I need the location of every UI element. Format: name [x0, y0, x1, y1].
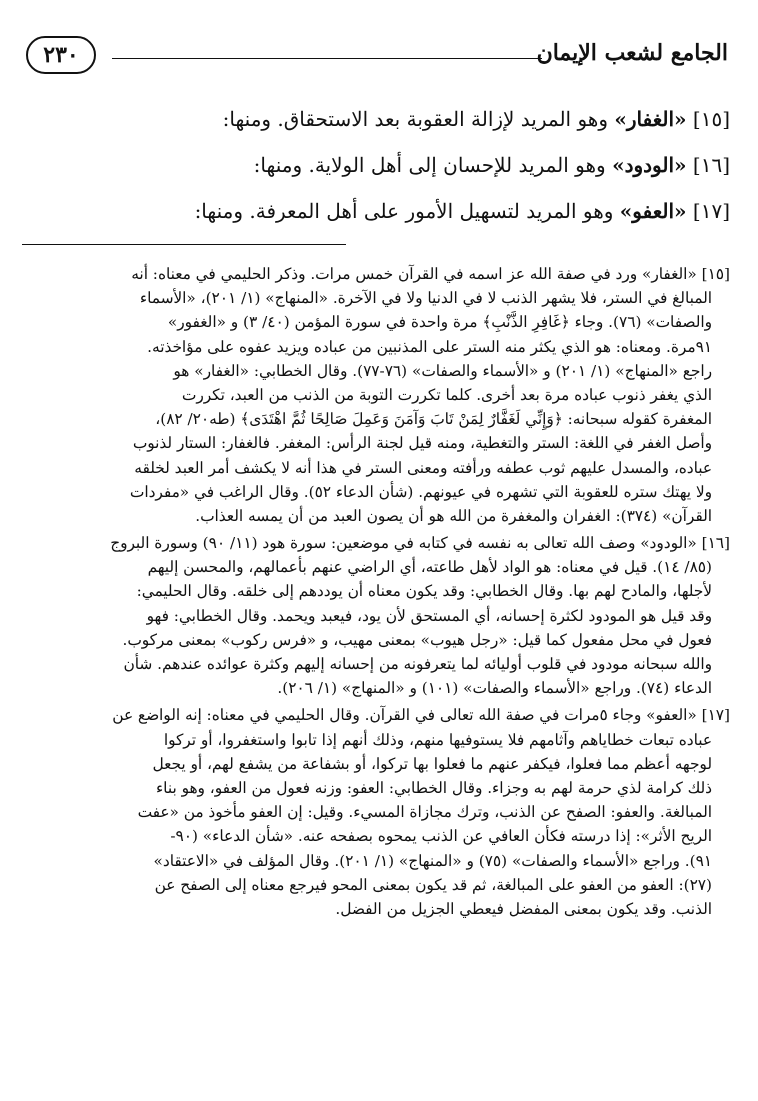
footnote-line — [22, 676, 730, 700]
running-title: الجامع لشعب الإيمان — [536, 40, 728, 66]
footnote-line — [22, 407, 730, 431]
item-number: [١٥] — [692, 107, 730, 131]
footnote-text: عباده تبعات خطاياهم وآثامهم فلا يستوفيها منهم، وذلك أنهم إذا تابوا واستغفروا، أو تركوا — [163, 730, 712, 749]
footnote — [22, 262, 730, 528]
page-number: ٢٣٠ — [26, 36, 96, 74]
footnote-line — [22, 604, 730, 628]
footnote-text: «الغفار» ورد في صفة الله عز اسمه في القرآن خمس مرات. وذكر الحليمي في معناه: أنه — [131, 265, 697, 283]
footnote-line — [22, 480, 730, 504]
footnote-text: ٩١). وراجع «الأسماء والصفات» (٧٥) و «المنهاج» (١/ ٢٠١). وقال المؤلف في «الاعتقاد» — [153, 851, 712, 870]
footnote-line — [22, 824, 730, 848]
footnote-text: الذي يغفر ذنوب عباده مرة بعد أخرى. كلما تكررت التوبة من الذنب من العبد، تكررت — [181, 385, 712, 404]
footnote-number: [١٥] — [701, 265, 730, 283]
footnote-text: القرآن» (٣٧٤): الغفران والمغفرة من الله هو أن يصون العبد من أن يمسه العذاب. — [195, 506, 712, 525]
footnote-line — [22, 310, 730, 334]
footnote-line — [22, 359, 730, 383]
footnote-text: فعول في محل مفعول كما قيل: «رجل هيوب» بمعنى مهيب، و «فرس ركوب» بمعنى مركوب. — [122, 630, 712, 649]
footnote-line — [22, 752, 730, 776]
footnote-line — [22, 703, 730, 727]
header-rule — [112, 58, 542, 59]
footnote-line — [22, 776, 730, 800]
main-line — [22, 188, 730, 234]
footnote-line — [22, 800, 730, 824]
footnote-line — [22, 628, 730, 652]
footnote-text: وأصل الغفر في اللغة: الستر والتغطية، ومنه قيل لجنة الرأس: المغفر. فالغفار: الستار لذنوب — [132, 434, 712, 453]
footnote — [22, 703, 730, 921]
footnotes-section — [22, 262, 730, 924]
footnote-line — [22, 335, 730, 359]
footnote-text: (٨٥/ ١٤). قيل في معناه: هو الواد لأهل طاعته، أي الراضي عنهم بأعمالهم، والمحسن إليهم — [147, 558, 712, 577]
footnote-line — [22, 286, 730, 310]
footnote-text: راجع «المنهاج» (١/ ٢٠١) و «الأسماء والصفات» (٧٦-٧٧). وقال الخطابي: «الغفار» هو — [173, 361, 712, 380]
footnote-line — [22, 531, 730, 555]
footnote-text: والله سبحانه مودود في قلوب أوليائه لما يتعرفونه من إحسانه إليهم وكثرة عوائده عندهم. شأن — [123, 655, 712, 673]
main-text — [22, 96, 730, 234]
name-term: «العفو» — [619, 199, 687, 223]
item-text: وهو المريد لإزالة العقوبة بعد الاستحقاق. ومنها: — [222, 107, 615, 131]
page-header — [22, 36, 728, 80]
footnote-text: الريح الأثر»: إذا درسته فكأن العافي عن الذنب يمحوه بصفحه عنه. «شأن الدعاء» (٩٠- — [170, 827, 712, 846]
footnote-text: المبالغ في الستر، فلا يشهر الذنب لا في الدنيا ولا في الآخرة. «المنهاج» (١/ ٢٠١)، «الأسماء — [139, 289, 712, 308]
item-text: وهو المريد للإحسان إلى أهل الولاية. ومنها: — [253, 153, 613, 177]
footnote-line — [22, 262, 730, 286]
footnote-line — [22, 456, 730, 480]
footnote-text: الدعاء (٧٤). وراجع «الأسماء والصفات» (١٠١) و «المنهاج» (١/ ٢٠٦). — [277, 679, 712, 698]
footnote-line — [22, 504, 730, 528]
item-number: [١٦] — [692, 153, 730, 177]
footnote-line — [22, 555, 730, 579]
footnote-line — [22, 431, 730, 455]
footnote-number: [١٧] — [701, 706, 730, 725]
name-term: «الغفار» — [614, 107, 687, 131]
main-line — [22, 96, 730, 142]
footnote-text: لأجلها، والمادح لهم بها. وقال الخطابي: وقد يكون معناه أن يوددهم إلى خلقه. وقال الحليمي: — [136, 582, 712, 601]
item-text: وهو المريد لتسهيل الأمور على أهل المعرفة. ومنها: — [194, 199, 620, 223]
footnote-line — [22, 383, 730, 407]
footnote-line — [22, 897, 730, 921]
footnote-text: الذنب. وقد يكون بمعنى المفضل فيعطي الجزيل من الفضل. — [335, 899, 712, 918]
footnote-line — [22, 579, 730, 603]
footnote-text: لوجهه أعظم مما فعلوا، فيكفر عنهم ما فعلوا بها تركوا، أو بشفاعة من يشفع لهم، أو يجعل — [152, 754, 712, 773]
item-number: [١٧] — [692, 199, 730, 223]
footnote-line — [22, 849, 730, 873]
footnote-text: «الودود» وصف الله تعالى به نفسه في كتابه في موضعين: سورة هود (١١/ ٩٠) وسورة البروج — [110, 534, 697, 553]
footnote-line — [22, 652, 730, 676]
main-line — [22, 142, 730, 188]
footnote-text: «العفو» وجاء ٥مرات في صفة الله تعالى في القرآن. وقال الحليمي في معناه: إنه الواضع عن — [112, 706, 697, 725]
footnote-line — [22, 728, 730, 752]
footnote-text: عباده، والمسدل عليهم ثوب عطفه ورأفته ومعنى الستر في هذا أنه لا يكشف أمر العبد لخلقه — [134, 458, 712, 477]
footnote-line — [22, 873, 730, 897]
footnote-text: ذلك كرامة لذي حرمة لهم به وجزاء. وقال الخطابي: العفو: وزنه فعول من العفو، وهو بناء — [155, 778, 712, 797]
footnote-text: المبالغة. والعفو: الصفح عن الذنب، وترك مجازاة المسيء. وقيل: إن العفو مأخوذ من «عفت — [137, 803, 712, 822]
footnote-number: [١٦] — [701, 534, 730, 553]
footnote-text: والصفات» (٧٦). وجاء ﴿غَافِرِ الذَّنْبِ﴾ مرة واحدة في سورة المؤمن (٤٠/ ٣) و «الغفور» — [167, 313, 712, 332]
footnote-text: (٢٧): العفو من العفو على المبالغة، ثم قد يكون بمعنى المحو فيرجع معناه إلى الصفح عن — [154, 875, 712, 894]
name-term: «الودود» — [612, 153, 687, 177]
footnote-text: وقد قيل هو المودود لكثرة إحسانه، أي المستحق لأن يود، فيعبد ويحمد. وقال الخطابي: فهو — [146, 606, 712, 625]
footnote-text: ولا يهتك ستره للعقوبة التي تشهره في عيونهم. (شأن الدعاء ٥٢). وقال الراغب في «مفردات — [129, 482, 712, 501]
footnote-text: المغفرة كقوله سبحانه: ﴿وَإِنِّي لَغَفَّارٌ لِمَنْ تَابَ وَآمَنَ وَعَمِلَ صَالِحًا ثُمَّ اهْتَدَى﴾ (طه٢٠/ ٨٢)، — [155, 410, 712, 429]
footnote-separator — [22, 244, 346, 245]
footnote — [22, 531, 730, 700]
footnote-text: ٩١مرة. ومعناه: هو الذي يكثر منه الستر على المذنبين من عباده ويزيد عفوه على مؤاخذته. — [147, 337, 712, 356]
